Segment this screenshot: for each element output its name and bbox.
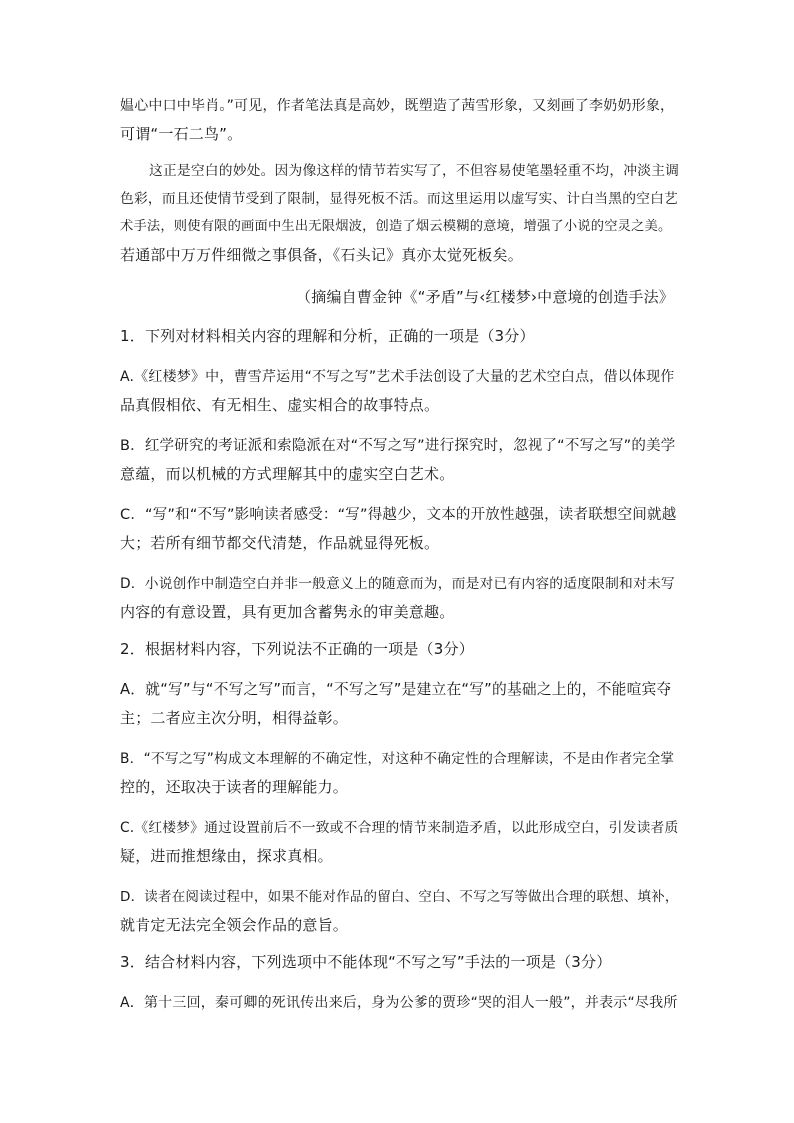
- q2-option-a-line-1: A．就“写”与“不写之写”而言，“不写之写”是建立在“写”的基础之上的，不能喧宾夺: [120, 681, 672, 698]
- q3-option-a-line-1: A．第十三回，秦可卿的死讯传出来后，身为公爹的贾珍“哭的泪人一般”，并表示“尽我所: [120, 995, 678, 1011]
- intro-line-1: 媪心中口中毕肖。”可见，作者笔法真是高妙，既塑造了茜雪形象，又刻画了李奶奶形象，: [120, 98, 675, 114]
- q3-stem: 3．结合材料内容，下列选项中不能体现“不写之写”手法的一项是（3分）: [120, 953, 612, 971]
- paragraph-line-1: 这正是空白的妙处。因为像这样的情节若实写了，不但容易使笔墨轻重不均，冲淡主调: [149, 163, 680, 179]
- q2-option-c-line-1: C.《红楼梦》通过设置前后不一致或不合理的情节来制造矛盾，以此形成空白，引发读者质: [120, 820, 679, 836]
- q1-option-a-line-1: A.《红楼梦》中，曹雪芹运用“不写之写”艺术手法创设了大量的艺术空白点，借以体现作: [120, 369, 675, 385]
- paragraph-line-4: 若通部中万万件细微之事俱备，《石头记》真亦太觉死板矣。: [120, 246, 523, 264]
- paragraph-line-3: 术手法，则使有限的画面中生出无限烟波，创造了烟云模糊的意境，增强了小说的空灵之美。: [120, 219, 672, 234]
- q2-option-c-line-2: 疑，进而推想缘由，探求真相。: [120, 847, 333, 865]
- q1-option-c-line-2: 大；若所有细节都交代清楚，作品就显得死板。: [120, 534, 440, 552]
- source-citation: （摘编自曹金钟《“矛盾”与‹红楼梦›中意境的创造手法》: [296, 288, 674, 306]
- intro-line-2: 可谓“一石二鸟”。: [120, 125, 243, 143]
- q2-stem: 2．根据材料内容，下列说法不正确的一项是（3分）: [120, 640, 474, 658]
- q1-option-d-line-2: 内容的有意设置，具有更加含蓄隽永的审美意趣。: [120, 603, 455, 621]
- q1-option-b-line-1: B．红学研究的考证派和索隐派在对“不写之写”进行探究时，忽视了“不写之写”的美学: [120, 438, 676, 454]
- q1-option-d-line-1: D．小说创作中制造空白并非一般意义上的随意而为，而是对已有内容的适度限制和对未写: [120, 576, 675, 592]
- q2-option-d-line-1: D．读者在阅读过程中，如果不能对作品的留白、空白、不写之写等做出合理的联想、填补，: [120, 889, 679, 905]
- q1-option-b-line-2: 意蕴，而以机械的方式理解其中的虚实空白艺术。: [120, 465, 455, 483]
- q2-option-b-line-1: B．“不写之写”构成文本理解的不确定性，对这种不确定性的合理解读，不是由作者完全掌: [120, 751, 675, 767]
- q2-option-a-line-2: 主；二者应主次分明，相得益彰。: [120, 709, 349, 727]
- q1-option-a-line-2: 品真假相依、有无相生、虚实相合的故事特点。: [120, 396, 440, 414]
- q2-option-b-line-2: 控的，还取决于读者的理解能力。: [120, 778, 349, 796]
- q1-option-c-line-1: C．“写”和“不写”影响读者感受：“写”得越少，文本的开放性越强，读者联想空间就越: [120, 507, 677, 523]
- q1-stem: 1．下列对材料相关内容的理解和分析，正确的一项是（3分）: [120, 327, 535, 345]
- paragraph-line-2: 色彩，而且还使情节受到了限制，显得死板不活。而这里运用以虚写实、计白当黑的空白艺: [120, 191, 679, 207]
- q2-option-d-line-2: 就肯定无法完全领会作品的意旨。: [120, 916, 349, 934]
